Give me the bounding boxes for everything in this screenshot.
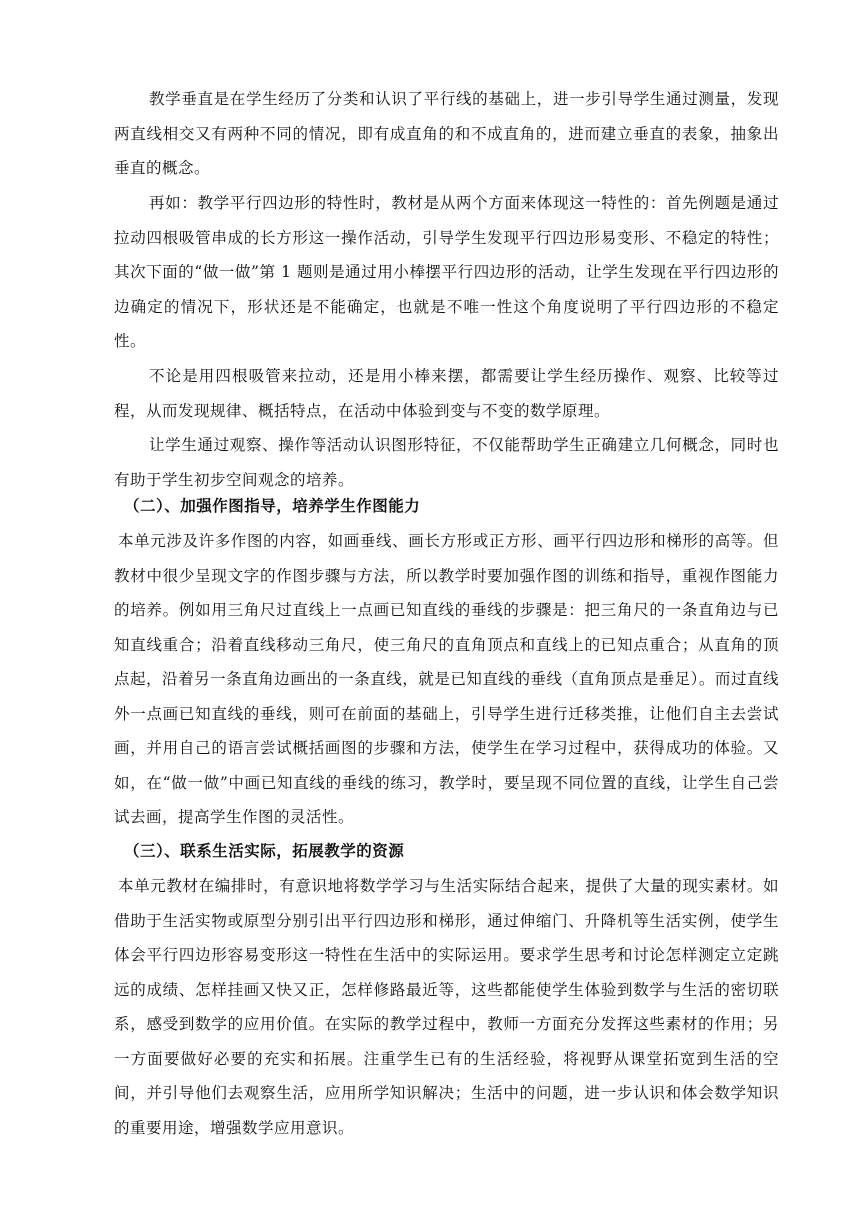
paragraph-life-connection: 本单元教材在编排时，有意识地将数学学习与生活实际结合起来，提供了大量的现实素材。如借助于生活实物或原型分别引出平行四边形和梯形，通过伸缩门、升降机等生活实例，使学生体会平行四边形容易变形这一特性在生活中的实际运用。要求学生思考和讨论怎样测定立定跳远的成绩、怎样挂画又快又正，怎样修路最近等，这些都能使学生体验到数学与生活的密切联系，感受到数学的应用价值。在实际的教学过程中，教师一方面充分发挥这些素材的作用；另一方面要做好必要的充实和拓展。注重学生已有的生活经验，将视野从课堂拓宽到生活的空间，并引导他们去观察生活，应用所学知识解决；生活中的问题，进一步认识和体会数学知识的重要用途，增强数学应用意识。 <box>114 877 779 1137</box>
paragraph-perpendicular-teaching: 教学垂直是在学生经历了分类和认识了平行线的基础上，进一步引导学生通过测量，发现两直线相交又有两种不同的情况，即有成直角的和不成直角的，进而建立垂直的表象，抽象出垂直的概念。 <box>114 90 779 177</box>
paragraph-spatial-concept: 让学生通过观察、操作等活动认识图形特征，不仅能帮助学生正确建立几何概念，同时也有助于学生初步空间观念的培养。 <box>114 436 779 489</box>
paragraph-parallelogram-property: 再如：教学平行四边形的特性时，教材是从两个方面来体现这一特性的：首先例题是通过拉动四根吸管串成的长方形这一操作活动，引导学生发现平行四边形易变形、不稳定的特性；其次下面的“做一做”第 1 题则是通过用小棒摆平行四边形的活动，让学生发现在平行四边形的边确定的情况下，形状还是不能确定，也就是不唯一性这个角度说明了平行四边形的不稳定性。 <box>114 194 779 350</box>
paragraph-drawing-guidance: 本单元涉及许多作图的内容，如画垂线、画长方形或正方形、画平行四边形和梯形的高等。但教材中很少呈现文字的作图步骤与方法，所以教学时要加强作图的训练和指导，重视作图能力的培养。例如用三角尺过直线上一点画已知直线的垂线的步骤是：把三角尺的一条直角边与已知直线重合；沿着直线移动三角尺，使三角尺的直角顶点和直线上的已知点重合；从直角的顶点起，沿着另一条直角边画出的一条直线，就是已知直线的垂线（直角顶点是垂足）。而过直线外一点画已知直线的垂线，则可在前面的基础上，引导学生进行迁移类推，让他们自主去尝试画，并用自己的语言尝试概括画图的步骤和方法，使学生在学习过程中，获得成功的体验。又如，在“做一做”中画已知直线的垂线的练习，教学时，要呈现不同位置的直线，让学生自己尝试去画，提高学生作图的灵活性。 <box>114 532 779 826</box>
section-heading-life-connection: （三）、联系生活实际，拓展教学的资源 <box>124 841 405 860</box>
paragraph-operation-observation: 不论是用四根吸管来拉动，还是用小棒来摆，都需要让学生经历操作、观察、比较等过程，从而发现规律、概括特点，在活动中体验到变与不变的数学原理。 <box>114 367 779 420</box>
section-heading-drawing-guidance: （二）、加强作图指导，培养学生作图能力 <box>124 496 421 515</box>
